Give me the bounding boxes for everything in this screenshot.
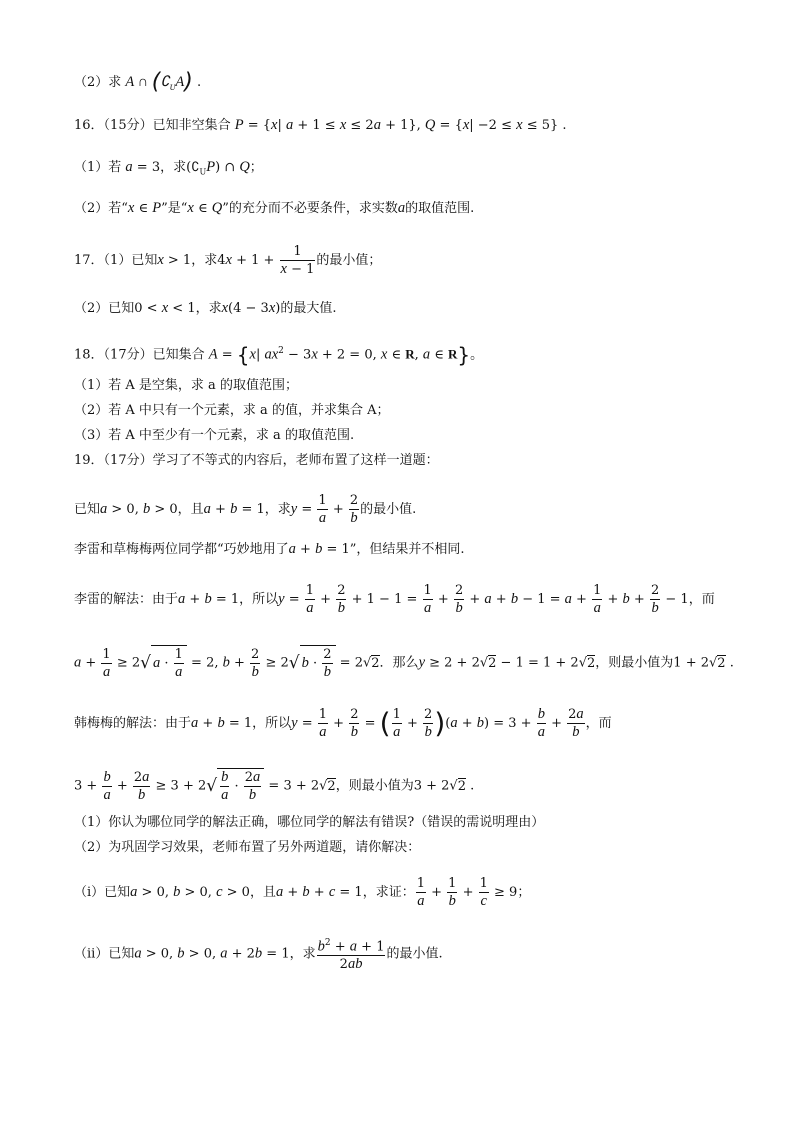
q19-head: 19．（17分）学习了不等式的内容后，老师布置了这样一道题：: [74, 453, 439, 468]
q17-part1: 17．（1）已知x > 1，求4x + 1 + $\frac{1}{x - 1}$ 的最小值；: [74, 244, 382, 277]
q18-q2: （2）若 A 中只有一个元素，求 a 的值，并求集合 A；: [74, 403, 390, 418]
q16-part1: （1）若 a = 3，求$(∁_UP)$ ∩ Q；: [74, 159, 263, 177]
q19-q2: （2）为巩固学习效果，老师布置了另外两道题，请你解决：: [74, 840, 421, 855]
q19-q1: （1）你认为哪位同学的解法正确，哪位同学的解法有错误?（错误的需说明理由）: [74, 815, 545, 830]
q16-part2: （2）若“x ∈ P”是“x ∈ Q”的充分而不必要条件，求实数a的取值范围.: [74, 200, 475, 216]
q19-given: 已知a > 0, b > 0，且a + b = 1，求y = $\frac{1}{a}$ + $\frac{2}{b}$ 的最小值.: [74, 493, 417, 526]
math: A ∩ $(∁_UA)$: [125, 69, 193, 95]
math: P: [234, 117, 244, 133]
q18-q1: （1）若 A 是空集，求 a 的取值范围；: [74, 378, 298, 393]
q19-han-line2: 3 + $\frac{b}{a}$ + $\frac{2a}{b}$ ≥ 3 + 2√ $\frac{b}{a}$ · $\frac{2a}{b}$ = 3 + 2√2，则最小值为3 + 2√2 .: [74, 768, 475, 803]
q16-head: 16．（15分）已知非空集合 P = {x| a + 1 ≤ x ≤ 2a + 1}, Q = {x| −2 ≤ x ≤ 5} .: [74, 117, 567, 133]
q19-li-line2: a + $\frac{1}{a}$ ≥ 2√ a · $\frac{1}{a}$ = 2, b + $\frac{2}{b}$ ≥ 2√ b · $\frac{2}{b}$ = 2√2．那么y ≥ 2 + 2√2 − 1 = 1 + 2√2，则最小值为1 + 2√2 .: [74, 646, 734, 680]
q15-part2: （2）求 A ∩ $(∁_UA)$ .: [74, 69, 202, 95]
q19-intro: 李雷和草梅梅两位同学都“巧妙地用了a + b = 1”，但结果并不相同.: [74, 541, 465, 557]
q19-qi: （i）已知a > 0, b > 0, c > 0，且a + b + c = 1，求证： $\frac{1}{a}$ + $\frac{1}{b}$ + $\frac{1}{c}$ ≥ 9；: [74, 876, 531, 909]
q17-part2: （2）已知0 < x < 1，求x(4 − 3x)的最大值.: [74, 300, 337, 316]
q19-qii: （ii）已知a > 0, b > 0, a + 2b = 1，求 $\frac{b^2 + a + 1}{2ab}$ 的最小值.: [74, 935, 443, 973]
q18-head: 18．（17分）已知集合 A = {x| $ax^2 - 3x + 2 = 0$, x ∈ R, a ∈ R}。: [74, 342, 484, 367]
q19-li-line1: 李雷的解法：由于a + b = 1，所以y = $\frac{1}{a}$ + $\frac{2}{b}$ + 1 − 1 = $\frac{1}{a}$ + $\frac{2}{b}$ + a + b − 1 = a + $\frac{1}{a}$ + b + $\frac{2}{b}$ − 1，而: [74, 583, 715, 616]
q19-han-line1: 韩梅梅的解法：由于a + b = 1，所以y = $\frac{1}{a}$ + $\frac{2}{b}$ = ( $\frac{1}{a}$ + $\frac{2}{b}$ )(a + b) = 3 + $\frac{b}{a}$ + $\frac{2a}{b}$ ，而: [74, 706, 612, 740]
q18-q3: （3）若 A 中至少有一个元素，求 a 的取值范围.: [74, 428, 355, 443]
